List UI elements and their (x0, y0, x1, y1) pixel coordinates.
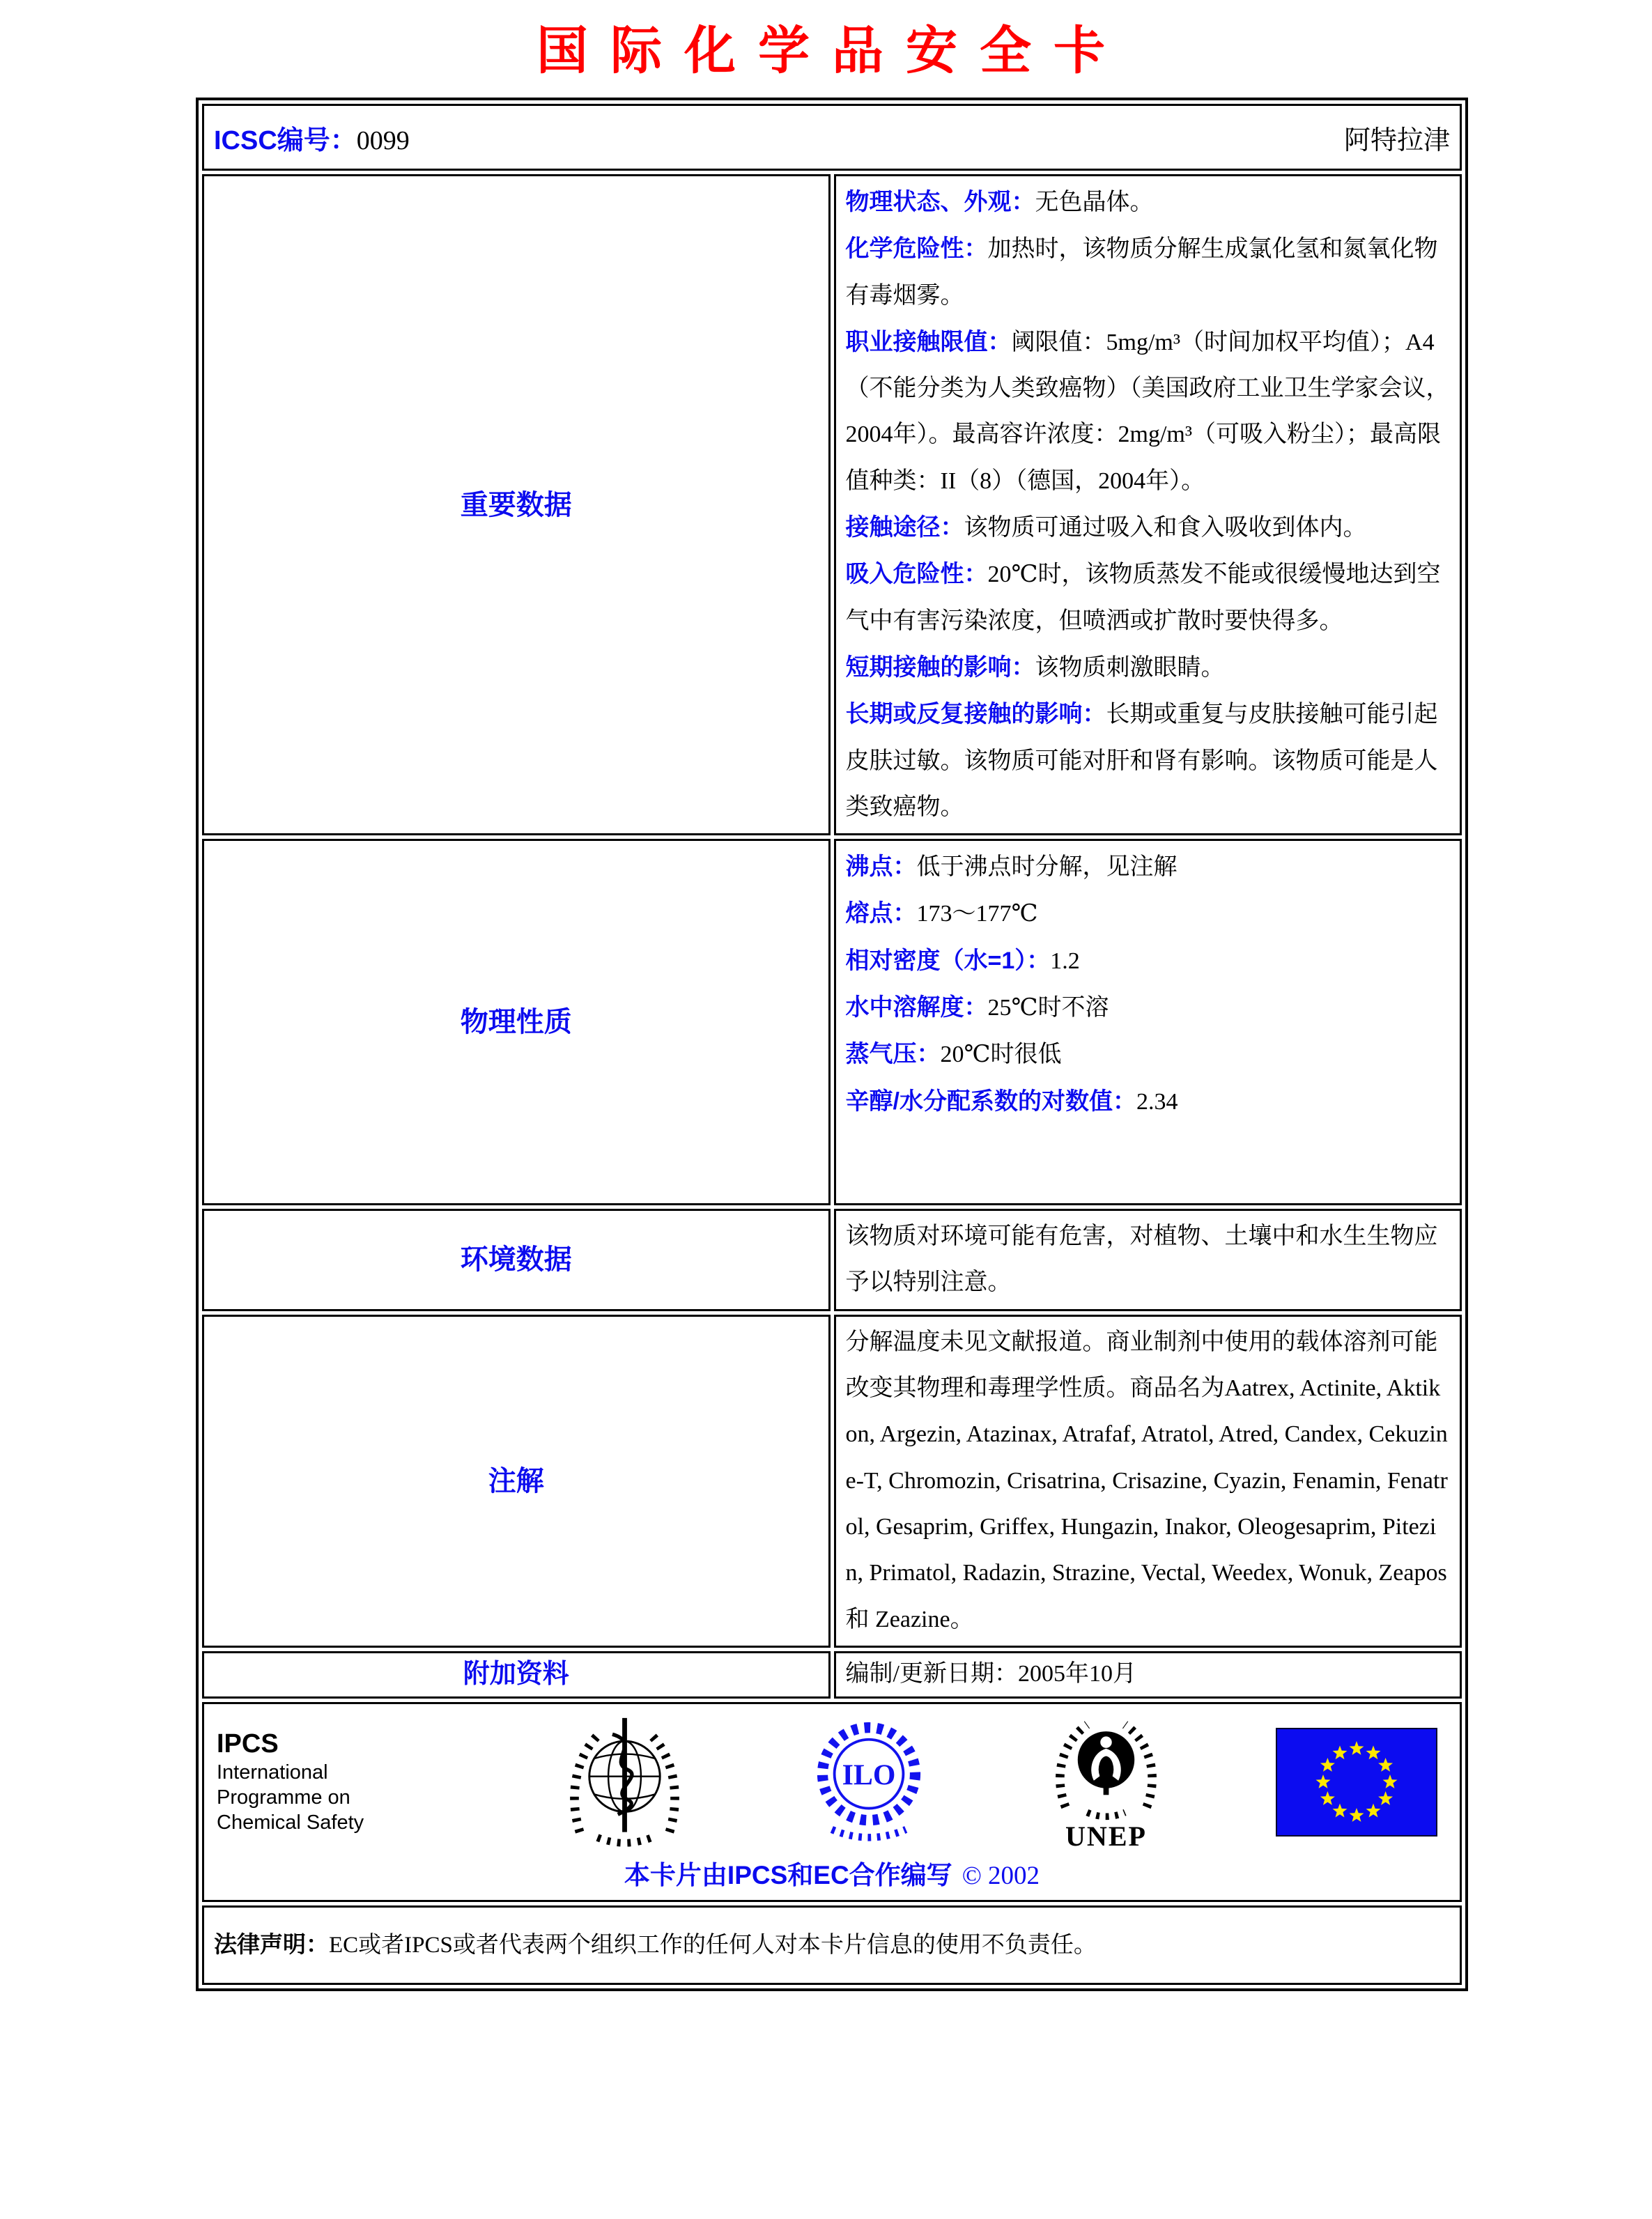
notes-content (834, 1315, 1462, 1648)
header-row (202, 104, 1462, 171)
legal-row (202, 1905, 1462, 1985)
who-logo-icon (557, 1711, 693, 1854)
icsc-number-value: 0099 (356, 125, 410, 155)
physical-properties-content (834, 839, 1462, 1205)
notes-text: 分解温度未见文献报道。商业制剂中使用的载体溶剂可能改变其物理和毒理学性质。商品名为Aatrex, Actinite, Aktikon, Argezin, Atazinax, Atrafaf, Atratol, Atred, Candex, Cekuzine-T, Chromozin, Crisatrina, Crisazine, Cyazin, Fenamin, Fenatrol, Gesaprim, Griffex, Hungazin, Inakor, Oleogesaprim, Pitezin, Primatol, Radazin, Strazine, Vectal, Weedex, Wonuk, Zeapos 和 Zeazine。 (845, 1329, 1448, 1632)
unep-logo-icon (1045, 1712, 1167, 1853)
section-label-environmental-data: 环境数据 (202, 1209, 831, 1311)
legal-label: 法律声明： (214, 1931, 329, 1958)
page-title: 国际化学品安全卡 (536, 21, 1127, 81)
icsc-number-label: ICSC编号： (214, 125, 357, 155)
copyright-text: © 2002 (962, 1861, 1040, 1890)
logos-row (202, 1702, 1462, 1902)
important-item: 物理状态、外观：无色晶体。 (845, 189, 1154, 215)
section-label-physical-properties: 物理性质 (202, 839, 831, 1205)
important-item: 职业接触限值：阈限值：5mg/m³（时间加权平均值）；A4（不能分类为人类致癌物）（美国政府工业卫生学家会议，2004年）。最高容许浓度：2mg/m³（可吸入粉尘）；最高限值种类：II（8）（德国，2004年）。 (845, 328, 1450, 494)
important-item: 吸入危险性：20℃时，该物质蒸发不能或很缓慢地达到空气中有害污染浓度，但喷洒或扩散时要快得多。 (845, 561, 1441, 634)
legal-cell (202, 1905, 1462, 1985)
section-label-additional-info: 附加资料 (202, 1651, 831, 1699)
environmental-text: 该物质对环境可能有危害，对植物、土壤中和水生生物应予以特别注意。 (845, 1223, 1438, 1296)
chemical-name: 阿特拉津 (1343, 125, 1450, 155)
unep-wordmark: UNEP (1065, 1820, 1147, 1852)
property-item: 沸点：低于沸点时分解，见注解 (845, 853, 1178, 881)
important-item: 长期或反复接触的影响：长期或重复与皮肤接触可能引起皮肤过敏。该物质可能对肝和肾有影响。该物质可能是人类致癌物。 (845, 701, 1438, 820)
legal-text: EC或者IPCS或者代表两个组织工作的任何人对本卡片信息的使用不负责任。 (329, 1933, 1097, 1958)
icsc-card-page (0, 10, 1652, 1991)
ipcs-acronym: IPCS (217, 1729, 279, 1759)
property-item: 水中溶解度：25℃时不溶 (845, 994, 1109, 1021)
additional-info-content (834, 1651, 1462, 1699)
header-cell (202, 104, 1462, 171)
property-item: 蒸气压：20℃时很低 (845, 1041, 1062, 1068)
icsc-table (196, 98, 1468, 1991)
section-label-notes: 注解 (202, 1315, 831, 1648)
notes-row (202, 1315, 1462, 1648)
ilo-logo-icon (803, 1711, 935, 1854)
cooperation-caption: 本卡片由IPCS和EC合作编写 © 2002 (624, 1860, 1040, 1890)
property-item: 辛醇/水分配系数的对数值：2.34 (845, 1088, 1178, 1115)
environmental-data-content (834, 1209, 1462, 1311)
important-item: 短期接触的影响：该物质刺激眼睛。 (845, 654, 1225, 681)
eu-flag-icon (1277, 1729, 1436, 1835)
important-item: 化学危险性：加热时，该物质分解生成氯化氢和氮氧化物有毒烟雾。 (845, 235, 1438, 309)
ilo-letters: ILO (842, 1759, 896, 1792)
important-item: 接触途径：该物质可通过吸入和食入吸收到体内。 (845, 514, 1367, 541)
important-data-content (834, 174, 1462, 835)
additional-info-row (202, 1651, 1462, 1699)
logos-cell (202, 1702, 1462, 1902)
property-item: 相对密度（水=1）：1.2 (845, 947, 1080, 974)
physical-properties-row (202, 839, 1462, 1205)
important-data-row (202, 174, 1462, 835)
icsc-number-group (214, 118, 410, 157)
ipcs-text-block: IPCS International Programme on Chemical Safety (217, 1729, 447, 1835)
property-item: 熔点：173～177℃ (845, 900, 1038, 927)
additional-info-text: 编制/更新日期：2005年10月 (845, 1660, 1136, 1687)
section-label-important-data: 重要数据 (202, 174, 831, 835)
environmental-data-row (202, 1209, 1462, 1311)
